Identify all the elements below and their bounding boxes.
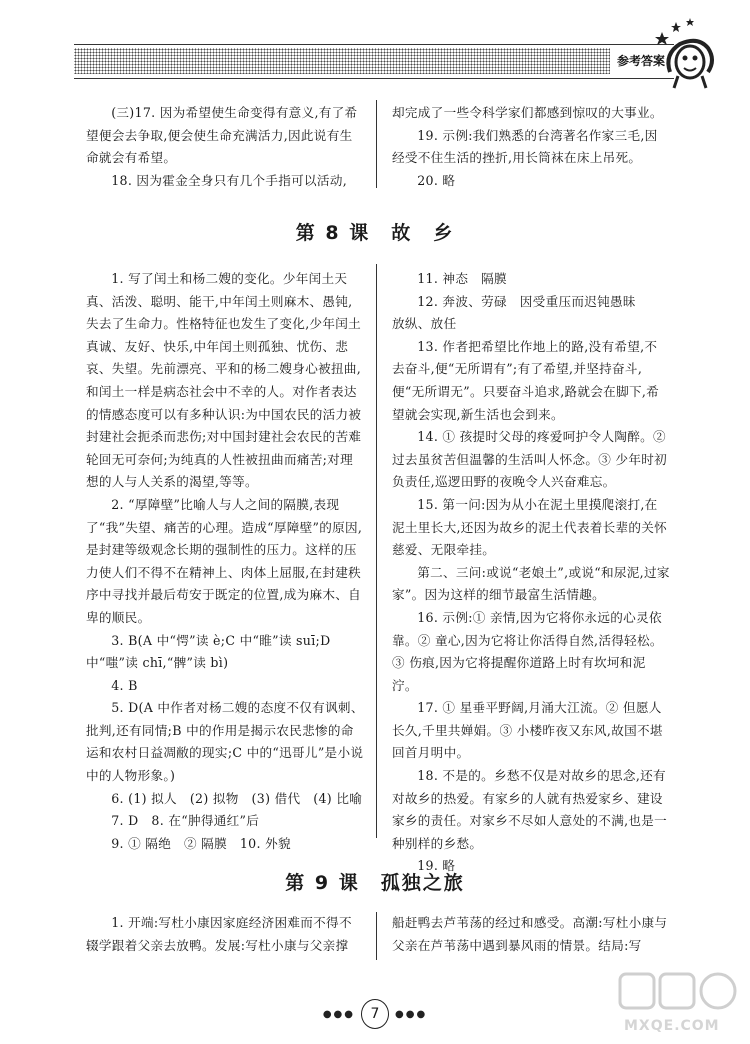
lesson-8-left-column	[86, 268, 364, 855]
lesson-8-title: 第 8 课 故 乡	[295, 222, 455, 244]
mascot-icon	[650, 14, 730, 94]
answer-paragraph: 2. “厚障壁”比喻人与人之间的隔膜,表现了“我”失望、痛苦的心理。造成“厚障壁”的原因,是封建等级观念长期的强制性的压力。这样的压力使人们不得不在精神上、肉体上屈服,在封建秩序中寻找并最后苟安于既定的位置,成为麻木、自卑的顺民。	[86, 496, 363, 625]
lesson-9-title: 第 9 课 孤独之旅	[285, 872, 465, 894]
decorative-dots-icon: ●●●	[395, 1008, 428, 1020]
header-label: 参考答案	[616, 54, 665, 68]
answer-paragraph: 放纵、放任	[392, 316, 457, 332]
answer-paragraph: 15. 第一问:因为从小在泥土里摸爬滚打,在泥土里长大,还因为故乡的泥土代表着长辈的关怀慈爱、无限牵挂。	[392, 496, 668, 558]
answer-paragraph: 9. ① 隔绝 ② 隔膜 10. 外貌	[111, 835, 291, 851]
header-rule-top	[74, 44, 674, 45]
answer-paragraph: 船赶鸭去芦苇荡的经过和感受。高潮:写杜小康与父亲在芦苇荡中遇到暴风雨的情景。结局:写	[392, 915, 668, 953]
answer-paragraph: 1. 开端:写杜小康因家庭经济困难而不得不辍学跟着父亲去放鸭。发展:写杜小康与父亲撑	[86, 915, 352, 953]
answer-paragraph: 18. 因为霍金全身只有几个手指可以活动,	[111, 172, 348, 188]
answer-paragraph: 14. ① 孩提时父母的疼爱呵护令人陶醉。② 过去虽贫苦但温馨的生活叫人怀念。③ 少年时初负责任,巡逻田野的夜晚令人兴奋难忘。	[392, 429, 668, 490]
answer-paragraph: 18. 不是的。乡愁不仅是对故乡的思念,还有对故乡的热爱。有家乡的人就有热爱家乡、建设家乡的责任。对家乡不尽如人意处的不满,也是一种别样的乡愁。	[392, 768, 668, 851]
column-divider	[376, 100, 377, 188]
header-rule-bottom	[74, 78, 674, 79]
answer-paragraph: 1. 写了闰土和杨二嫂的变化。少年闰土天真、活泼、聪明、能干,中年闰土则麻木、愚钝,失去了生命力。性格特征也发生了变化,少年闰土真诚、友好、快乐,中年闰土则孤独、忧伤、悲哀、失望。先前漂亮、平和的杨二嫂身心被扭曲,和闰土一样是病态社会中不幸的人。对作者表达的情感态度可以有多种认识:为中国农民的活力被封建社会扼杀而悲伤;对中国封建社会农民的苦难轮回无可奈何;为纯真的人性被扭曲而痛苦;对理想的人与人关系的渴望,等等。	[86, 271, 362, 490]
page-number-badge	[315, 996, 435, 1032]
page-number: 7	[361, 999, 389, 1029]
answer-paragraph: 6. (1) 拟人 (2) 拟物 (3) 借代 (4) 比喻	[111, 790, 363, 806]
lesson-8-right-column	[392, 268, 670, 878]
answer-paragraph: 4. B	[111, 677, 138, 693]
answer-paragraph: 第二、三问:或说“老娘土”,或说“和尿泥,过家家”。因为这样的细节最富生活情趣。	[392, 564, 670, 603]
column-divider	[376, 912, 377, 960]
lesson-9-right-column	[392, 912, 670, 957]
answer-paragraph: 13. 作者把希望比作地上的路,没有希望,不去奋斗,便“无所谓有”;有了希望,并坚持奋斗,便“无所谓无”。只要奋斗追求,路就会在脚下,希望就会实现,新生活也会到来。	[392, 338, 660, 422]
answer-paragraph: 16. 示例:① 亲情,因为它将你永远的心灵依靠。② 童心,因为它将让你活得自然,活得轻松。③ 伤痕,因为它将提醒你道路上时有坎坷和泥泞。	[392, 609, 663, 693]
answer-paragraph: 5. D(A 中作者对杨二嫂的态度不仅有讽刺、批判,还有同情;B 中的作用是揭示农民悲惨的命运和农村日益凋敝的现实;C 中的“迅哥儿”是小说中的人物形象。)	[86, 700, 364, 784]
answer-paragraph: 11. 神态 隔膜	[417, 271, 507, 286]
answer-paragraph: (三)17. 因为希望使生命变得有意义,有了希望便会去争取,便会使生命充满活力,因此说有生命就会有希望。	[86, 105, 358, 166]
lesson-9-left-column	[86, 912, 364, 957]
answer-paragraph: 12. 奔波、劳碌 因受重压而迟钝愚昧	[417, 293, 636, 309]
top-left-column	[86, 102, 364, 192]
column-divider	[376, 264, 377, 838]
decorative-dots-icon: ●●●	[322, 1008, 355, 1020]
answer-paragraph: 却完成了一些令科学家们都感到惊叹的大事业。	[392, 105, 663, 120]
answer-paragraph: 7. D 8. 在“肿得通红”后	[111, 813, 260, 829]
watermark	[606, 968, 746, 1040]
answer-paragraph: 17. ① 星垂平野阔,月涌大江流。② 但愿人长久,千里共婵娟。③ 小楼昨夜又东风,故国不堪回首月明中。	[392, 700, 663, 761]
watermark-text: MXQE.COM	[624, 1018, 720, 1034]
top-right-column	[392, 102, 670, 192]
answer-paragraph: 19. 略	[417, 858, 456, 874]
answer-paragraph: 3. B(A 中“愕”读 è;C 中“睢”读 suī;D 中“嗤”读 chī,“髀”读 bì)	[86, 632, 331, 671]
answer-paragraph: 20. 略	[417, 172, 456, 188]
answer-paragraph: 19. 示例:我们熟悉的台湾著名作家三毛,因经受不住生活的挫折,用长筒袜在床上吊死。	[392, 127, 658, 166]
header-dotted-band	[74, 48, 610, 74]
watermark-logo-icon	[606, 968, 746, 1018]
